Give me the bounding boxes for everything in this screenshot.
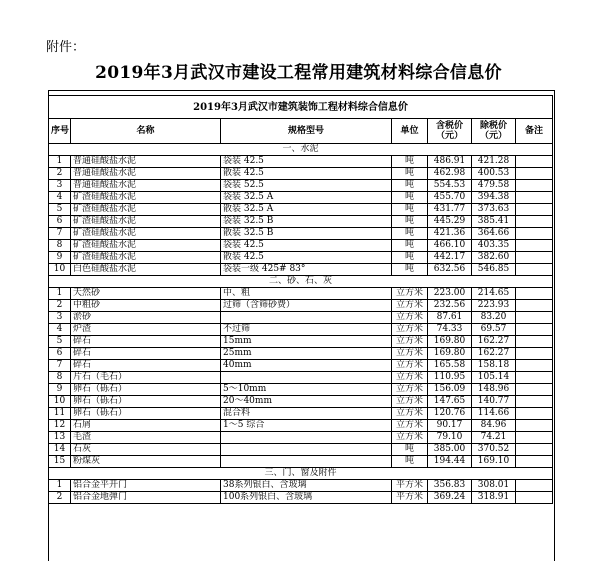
cell-no: 3: [49, 180, 71, 192]
cell-unit: 立方米: [392, 432, 428, 444]
cell-spec: 中、粗: [221, 288, 392, 300]
cell-no: 7: [49, 360, 71, 372]
price-table: [48, 95, 553, 504]
cell-price-notax: 318.91: [472, 492, 516, 504]
cell-price-notax: 364.66: [472, 228, 516, 240]
cell-price-notax: 162.27: [472, 348, 516, 360]
cell-name: 普通硅酸盐水泥: [71, 168, 221, 180]
cell-unit: 吨: [392, 240, 428, 252]
cell-name: 矿渣硅酸盐水泥: [71, 216, 221, 228]
cell-unit: 立方米: [392, 300, 428, 312]
cell-unit: 立方米: [392, 420, 428, 432]
cell-unit: 平方米: [392, 480, 428, 492]
cell-remark: [516, 360, 553, 372]
cell-remark: [516, 492, 553, 504]
cell-spec: 100系列银白、含玻璃: [221, 492, 392, 504]
cell-spec: [221, 372, 392, 384]
table-row: [49, 300, 553, 312]
cell-price-notax: 370.52: [472, 444, 516, 456]
cell-no: 2: [49, 300, 71, 312]
cell-remark: [516, 288, 553, 300]
cell-name: 碎石: [71, 360, 221, 372]
cell-unit: 吨: [392, 228, 428, 240]
cell-price-notax: 84.96: [472, 420, 516, 432]
cell-spec: 散装 32.5 B: [221, 228, 392, 240]
cell-spec: [221, 456, 392, 468]
table-row: [49, 192, 553, 204]
cell-price-tax: 431.77: [428, 204, 472, 216]
header-no: 序号: [49, 119, 71, 144]
table-row: [49, 360, 553, 372]
table-row: [49, 348, 553, 360]
cell-price-tax: 169.80: [428, 336, 472, 348]
cell-spec: 38系列银白、含玻璃: [221, 480, 392, 492]
table-row: [49, 480, 553, 492]
cell-spec: 1～5 综合: [221, 420, 392, 432]
cell-remark: [516, 432, 553, 444]
cell-spec: 40mm: [221, 360, 392, 372]
cell-price-tax: 421.36: [428, 228, 472, 240]
cell-price-tax: 147.65: [428, 396, 472, 408]
header-name: 名称: [71, 119, 221, 144]
cell-price-tax: 385.00: [428, 444, 472, 456]
cell-no: 4: [49, 192, 71, 204]
cell-no: 6: [49, 216, 71, 228]
cell-unit: 立方米: [392, 408, 428, 420]
table-title: 2019年3月武汉市建筑装饰工程材料综合信息价: [49, 96, 553, 119]
cell-price-tax: 445.29: [428, 216, 472, 228]
table-row: [49, 492, 553, 504]
cell-spec: 散装 42.5: [221, 168, 392, 180]
document-title: 2019年3月武汉市建设工程常用建筑材料综合信息价: [95, 63, 502, 83]
cell-name: 铝合金地弹门: [71, 492, 221, 504]
cell-remark: [516, 240, 553, 252]
cell-name: 淤砂: [71, 312, 221, 324]
cell-spec: 袋装一级 425# 83°: [221, 264, 392, 276]
cell-no: 1: [49, 480, 71, 492]
cell-unit: 立方米: [392, 324, 428, 336]
cell-no: 13: [49, 432, 71, 444]
cell-price-notax: 546.85: [472, 264, 516, 276]
table-row: [49, 288, 553, 300]
cell-unit: 吨: [392, 264, 428, 276]
table-row: [49, 336, 553, 348]
cell-price-tax: 120.76: [428, 408, 472, 420]
cell-no: 7: [49, 228, 71, 240]
cell-spec: 20～40mm: [221, 396, 392, 408]
header-unit: 单位: [392, 119, 428, 144]
table-row: [49, 180, 553, 192]
cell-name: 普通硅酸盐水泥: [71, 180, 221, 192]
cell-spec: [221, 444, 392, 456]
cell-price-tax: 87.61: [428, 312, 472, 324]
cell-price-notax: 169.10: [472, 456, 516, 468]
cell-remark: [516, 444, 553, 456]
section-row: [49, 468, 553, 480]
cell-price-tax: 90.17: [428, 420, 472, 432]
cell-name: 粉煤灰: [71, 456, 221, 468]
cell-remark: [516, 204, 553, 216]
cell-no: 8: [49, 372, 71, 384]
table-row: [49, 432, 553, 444]
cell-name: 中粗砂: [71, 300, 221, 312]
cell-remark: [516, 396, 553, 408]
table-row: [49, 156, 553, 168]
cell-price-notax: 479.58: [472, 180, 516, 192]
cell-no: 5: [49, 204, 71, 216]
cell-spec: 混合料: [221, 408, 392, 420]
cell-remark: [516, 192, 553, 204]
cell-unit: 立方米: [392, 360, 428, 372]
cell-spec: [221, 432, 392, 444]
cell-name: 矿渣硅酸盐水泥: [71, 192, 221, 204]
cell-no: 14: [49, 444, 71, 456]
cell-remark: [516, 252, 553, 264]
cell-unit: 吨: [392, 168, 428, 180]
cell-unit: 吨: [392, 180, 428, 192]
cell-price-tax: 169.80: [428, 348, 472, 360]
table-row: [49, 408, 553, 420]
cell-no: 11: [49, 408, 71, 420]
cell-price-tax: 194.44: [428, 456, 472, 468]
cell-unit: 立方米: [392, 348, 428, 360]
cell-unit: 吨: [392, 252, 428, 264]
cell-price-tax: 462.98: [428, 168, 472, 180]
cell-spec: 15mm: [221, 336, 392, 348]
table-row: [49, 204, 553, 216]
cell-price-notax: 162.27: [472, 336, 516, 348]
cell-price-tax: 486.91: [428, 156, 472, 168]
table-row: [49, 312, 553, 324]
cell-name: 矿渣硅酸盐水泥: [71, 228, 221, 240]
cell-spec: 袋装 32.5 B: [221, 216, 392, 228]
cell-unit: 平方米: [392, 492, 428, 504]
table-row: [49, 324, 553, 336]
cell-spec: 散装 42.5: [221, 252, 392, 264]
cell-no: 9: [49, 252, 71, 264]
cell-price-notax: 140.77: [472, 396, 516, 408]
cell-no: 5: [49, 336, 71, 348]
cell-name: 卵石（砾石）: [71, 396, 221, 408]
cell-spec: 5～10mm: [221, 384, 392, 396]
cell-unit: 吨: [392, 192, 428, 204]
cell-price-tax: 232.56: [428, 300, 472, 312]
cell-no: 8: [49, 240, 71, 252]
cell-no: 15: [49, 456, 71, 468]
table-row: [49, 228, 553, 240]
cell-remark: [516, 312, 553, 324]
cell-unit: 立方米: [392, 312, 428, 324]
cell-unit: 立方米: [392, 336, 428, 348]
cell-name: 卵石（砾石）: [71, 408, 221, 420]
cell-name: 毛渣: [71, 432, 221, 444]
cell-no: 12: [49, 420, 71, 432]
table-row: [49, 216, 553, 228]
section-title: 一、水泥: [49, 144, 553, 156]
cell-spec: 袋装 52.5: [221, 180, 392, 192]
cell-price-tax: 79.10: [428, 432, 472, 444]
cell-spec: 不过筛: [221, 324, 392, 336]
cell-price-notax: 382.60: [472, 252, 516, 264]
cell-unit: 立方米: [392, 372, 428, 384]
cell-remark: [516, 228, 553, 240]
cell-unit: 立方米: [392, 396, 428, 408]
table-row: [49, 456, 553, 468]
cell-price-tax: 455.70: [428, 192, 472, 204]
cell-price-notax: 74.21: [472, 432, 516, 444]
cell-price-notax: 223.93: [472, 300, 516, 312]
table-row: [49, 384, 553, 396]
cell-spec: [221, 312, 392, 324]
table-body: [49, 144, 553, 504]
cell-price-notax: 421.28: [472, 156, 516, 168]
cell-spec: 散装 32.5 A: [221, 204, 392, 216]
table-row: [49, 252, 553, 264]
cell-price-notax: 148.96: [472, 384, 516, 396]
cell-name: 白色硅酸盐水泥: [71, 264, 221, 276]
cell-price-notax: 83.20: [472, 312, 516, 324]
cell-name: 普通硅酸盐水泥: [71, 156, 221, 168]
cell-name: 矿渣硅酸盐水泥: [71, 204, 221, 216]
section-row: [49, 276, 553, 288]
cell-remark: [516, 156, 553, 168]
cell-price-notax: 308.01: [472, 480, 516, 492]
cell-no: 2: [49, 168, 71, 180]
cell-name: 炉渣: [71, 324, 221, 336]
cell-no: 2: [49, 492, 71, 504]
cell-name: 铝合金平开门: [71, 480, 221, 492]
table-row: [49, 264, 553, 276]
cell-name: 卵石（砾石）: [71, 384, 221, 396]
cell-spec: 袋装 32.5 A: [221, 192, 392, 204]
cell-name: 石灰: [71, 444, 221, 456]
section-title: 三、门、窗及附件: [49, 468, 553, 480]
cell-remark: [516, 168, 553, 180]
cell-remark: [516, 408, 553, 420]
cell-price-tax: 74.33: [428, 324, 472, 336]
cell-remark: [516, 264, 553, 276]
cell-remark: [516, 300, 553, 312]
table-row: [49, 372, 553, 384]
table-row: [49, 420, 553, 432]
cell-no: 9: [49, 384, 71, 396]
cell-price-tax: 632.56: [428, 264, 472, 276]
header-spec: 规格型号: [221, 119, 392, 144]
cell-price-notax: 105.14: [472, 372, 516, 384]
cell-remark: [516, 456, 553, 468]
table-row: [49, 240, 553, 252]
cell-spec: 袋装 42.5: [221, 240, 392, 252]
header-remark: 备注: [516, 119, 553, 144]
cell-no: 4: [49, 324, 71, 336]
cell-remark: [516, 324, 553, 336]
cell-remark: [516, 348, 553, 360]
cell-remark: [516, 420, 553, 432]
cell-price-notax: 394.38: [472, 192, 516, 204]
cell-spec: 袋装 42.5: [221, 156, 392, 168]
cell-price-notax: 158.18: [472, 360, 516, 372]
cell-price-tax: 466.10: [428, 240, 472, 252]
cell-name: 片石（毛石）: [71, 372, 221, 384]
cell-price-notax: 385.41: [472, 216, 516, 228]
cell-price-tax: 369.24: [428, 492, 472, 504]
cell-remark: [516, 336, 553, 348]
cell-price-notax: 400.53: [472, 168, 516, 180]
attachment-label: 附件：: [46, 40, 86, 55]
cell-spec: 25mm: [221, 348, 392, 360]
cell-price-tax: 110.95: [428, 372, 472, 384]
cell-name: 天然砂: [71, 288, 221, 300]
table-row: [49, 168, 553, 180]
cell-price-tax: 356.83: [428, 480, 472, 492]
cell-no: 10: [49, 264, 71, 276]
cell-price-notax: 403.35: [472, 240, 516, 252]
cell-no: 1: [49, 288, 71, 300]
cell-unit: 吨: [392, 204, 428, 216]
cell-remark: [516, 384, 553, 396]
cell-no: 3: [49, 312, 71, 324]
cell-price-tax: 156.09: [428, 384, 472, 396]
cell-unit: 吨: [392, 456, 428, 468]
cell-unit: 立方米: [392, 384, 428, 396]
cell-price-notax: 114.66: [472, 408, 516, 420]
section-row: [49, 144, 553, 156]
cell-unit: 吨: [392, 216, 428, 228]
cell-price-tax: 223.00: [428, 288, 472, 300]
cell-name: 矿渣硅酸盐水泥: [71, 240, 221, 252]
cell-no: 10: [49, 396, 71, 408]
cell-name: 矿渣硅酸盐水泥: [71, 252, 221, 264]
cell-unit: 吨: [392, 156, 428, 168]
cell-price-tax: 442.17: [428, 252, 472, 264]
header-price-notax: 除税价（元）: [472, 119, 516, 144]
cell-remark: [516, 216, 553, 228]
cell-price-tax: 554.53: [428, 180, 472, 192]
header-price-tax: 含税价（元）: [428, 119, 472, 144]
cell-name: 石屑: [71, 420, 221, 432]
cell-remark: [516, 180, 553, 192]
cell-name: 碎石: [71, 336, 221, 348]
table-row: [49, 396, 553, 408]
cell-price-tax: 165.58: [428, 360, 472, 372]
cell-price-notax: 69.57: [472, 324, 516, 336]
cell-price-notax: 373.63: [472, 204, 516, 216]
section-title: 二、砂、石、灰: [49, 276, 553, 288]
table-row: [49, 444, 553, 456]
cell-no: 1: [49, 156, 71, 168]
cell-unit: 立方米: [392, 288, 428, 300]
cell-price-notax: 214.65: [472, 288, 516, 300]
cell-unit: 吨: [392, 444, 428, 456]
cell-name: 碎石: [71, 348, 221, 360]
cell-spec: 过筛（含筛砂费）: [221, 300, 392, 312]
cell-remark: [516, 480, 553, 492]
cell-remark: [516, 372, 553, 384]
cell-no: 6: [49, 348, 71, 360]
